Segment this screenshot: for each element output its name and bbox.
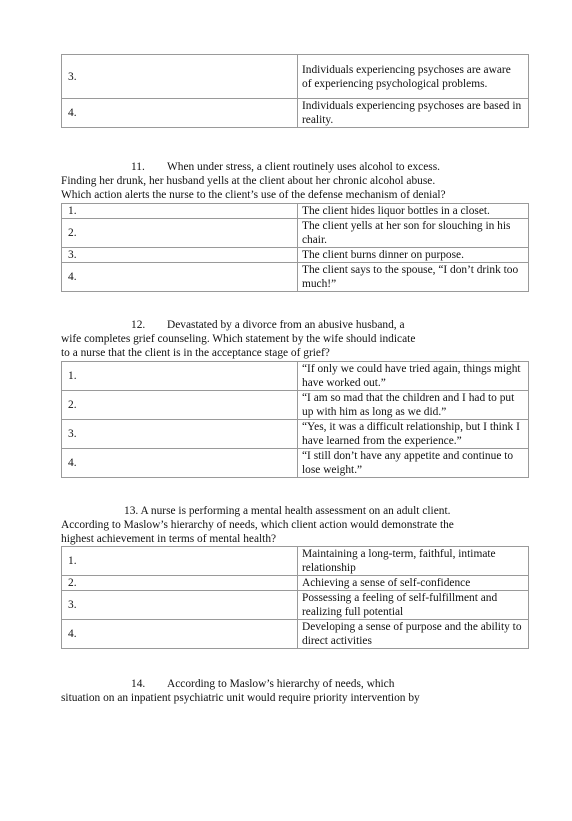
option-number: 2. [62,219,298,248]
option-number: 4. [62,263,298,292]
stem-line: Devastated by a divorce from an abusive husband, a [167,319,405,331]
stem-line: wife completes grief counseling. Which statement by the wife should indicate [61,333,416,345]
option-text: Possessing a feeling of self-fulfillment and realizing full potential [298,591,529,620]
table-row [62,591,529,620]
q11-options-table [61,203,529,292]
table-row [62,55,529,99]
table-row [62,576,529,591]
option-number: 1. [62,547,298,576]
stem-line: to a nurse that the client is in the acceptance stage of grief? [61,347,330,359]
option-number: 3. [62,420,298,449]
option-text: “I am so mad that the children and I had to put up with him as long as we did.” [298,391,529,420]
stem-line: Finding her drunk, her husband yells at the client about her chronic alcohol abuse. [61,175,436,187]
question-13-stem [61,504,531,546]
stem-line: Which action alerts the nurse to the client’s use of the defense mechanism of denial? [61,189,446,201]
stem-line: According to Maslow’s hierarchy of needs, which [167,678,395,690]
option-text: Achieving a sense of self-confidence [298,576,529,591]
question-number: 12. [131,319,146,331]
option-text: Individuals experiencing psychoses are aware of experiencing psychological problems. [298,55,529,99]
option-number: 1. [62,362,298,391]
stem-line: When under stress, a client routinely uses alcohol to excess. [167,161,440,173]
table-row [62,620,529,649]
stem-line: situation on an inpatient psychiatric unit would require priority intervention by [61,692,420,704]
table-row [62,391,529,420]
option-number: 1. [62,204,298,219]
option-text: Developing a sense of purpose and the ability to direct activities [298,620,529,649]
question-12-stem [61,318,531,360]
option-number: 3. [62,248,298,263]
option-text: Maintaining a long-term, faithful, intimate relationship [298,547,529,576]
question-14-stem [61,677,531,705]
table-row [62,420,529,449]
question-number: 11. [131,161,145,173]
q13-options-table [61,546,529,649]
option-number: 4. [62,99,298,128]
q10-options-table [61,54,529,128]
table-row [62,362,529,391]
question-11-stem [61,160,531,202]
option-text: The client says to the spouse, “I don’t drink too much!” [298,263,529,292]
table-row [62,547,529,576]
table-row [62,263,529,292]
stem-line: 13. A nurse is performing a mental health assessment on an adult client. [124,505,451,517]
option-text: “I still don’t have any appetite and continue to lose weight.” [298,449,529,478]
option-text: The client yells at her son for slouching in his chair. [298,219,529,248]
table-row [62,449,529,478]
option-text: “If only we could have tried again, things might have worked out.” [298,362,529,391]
table-row [62,219,529,248]
table-row [62,248,529,263]
option-number: 4. [62,620,298,649]
option-text: “Yes, it was a difficult relationship, but I think I have learned from the experience.” [298,420,529,449]
stem-line: According to Maslow’s hierarchy of needs, which client action would demonstrate the [61,519,454,531]
table-row [62,204,529,219]
option-number: 4. [62,449,298,478]
q12-options-table [61,361,529,478]
option-text: Individuals experiencing psychoses are based in reality. [298,99,529,128]
option-number: 2. [62,391,298,420]
option-number: 3. [62,591,298,620]
stem-line: highest achievement in terms of mental health? [61,533,277,545]
option-number: 2. [62,576,298,591]
option-text: The client hides liquor bottles in a closet. [298,204,529,219]
option-number: 3. [62,55,298,99]
option-text: The client burns dinner on purpose. [298,248,529,263]
table-row [62,99,529,128]
question-number: 14. [131,678,146,690]
